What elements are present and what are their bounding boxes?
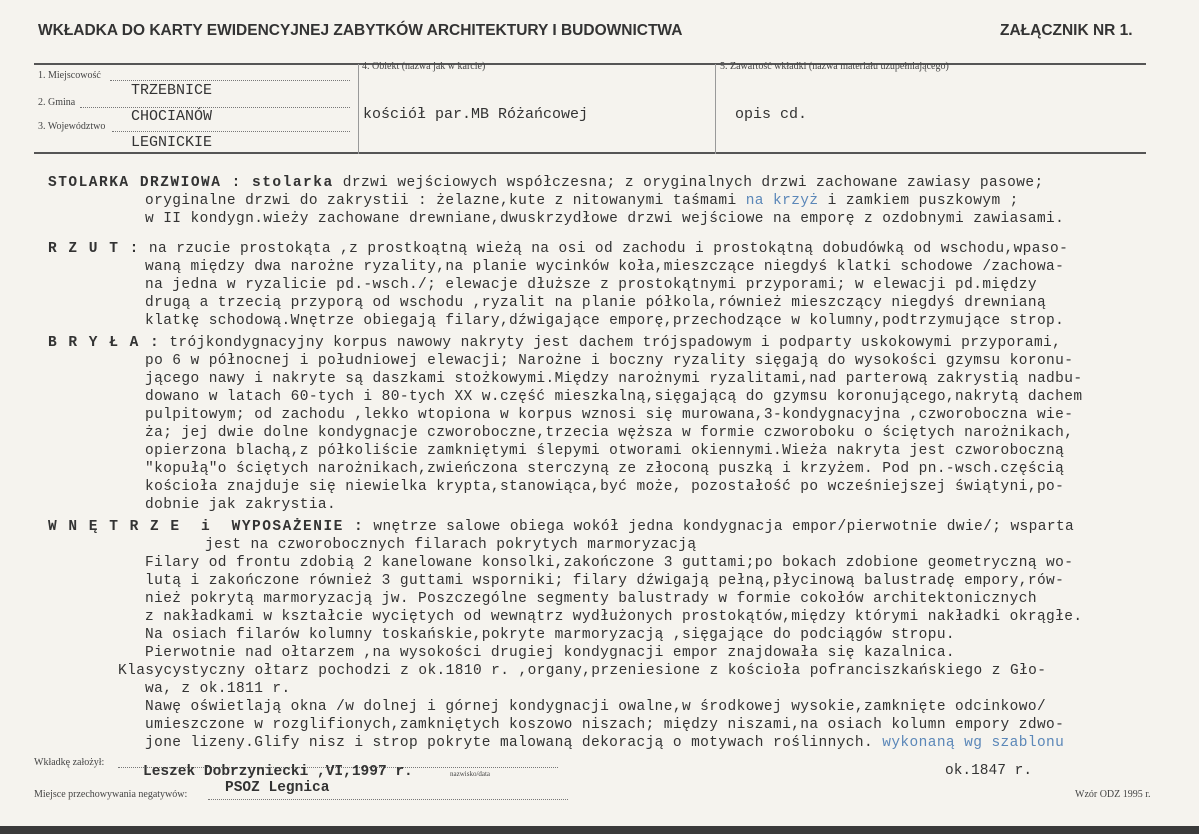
storage-label: Miejsce przechowywania negatywów: [34,789,188,800]
text-line: Nawę oświetlają okna /w dolnej i górnej kondygnacji owalne,w środkowej wysokie,zamknięte odcinkowo/ [145,699,1047,715]
text-line [0,334,1199,352]
text-line: kościoła znajduje się niewielka krypta,stanowiąca,być może, pozostałość po wcześniejszej świątyni,po- [145,479,1065,495]
text-line [0,734,1199,752]
place-label: 1. Miejscowość [38,70,101,81]
text-line: z nakładkami w kształcie wyciętych od wewnątrz wydłużonych prostokątów,między którymi nakładki okrągłe. [145,609,1083,625]
scan-edge [0,826,1199,834]
line-text: i zamkiem puszkowym ; [818,193,1019,209]
voivodeship-value: LEGNICKIE [131,134,213,151]
section-heading: R Z U T : [48,241,140,257]
dotted-line [112,131,350,132]
line-text: jone lizeny.Glify nisz i strop pokryte malowaną dekoracją o motywach roślinnych. [145,735,874,751]
text-line: drugą a trzecią przyporą od wschodu ,ryzalit na planie półkola,również mieszczący niegdyś drewnianą [145,295,1047,311]
text-line: jest na czworobocznych filarach pokrytych marmoryzacją [205,537,697,553]
text-line: lutą i zakończone również 3 guttami wsporniki; filary dźwigają pełną,płycinową balustradę empory,rów- [145,573,1065,589]
text-line: na jedna w ryzalicie pd.-wsch./; elewacje dłuższe z prostokątnymi przyporami; w elewacji pd.między [145,277,1037,293]
dotted-line [208,799,568,800]
line-text: oryginalne drzwi do zakrystii : żelazne,kute z nitowanymi taśmami [145,193,737,209]
section-heading: B R Y Ł A : [48,335,161,351]
annotation-text: na krzyż [736,193,819,209]
commune-value: CHOCIANÓW [131,108,213,125]
text-line [0,240,1199,258]
line-text: trójkondygnacyjny korpus nawowy nakryty jest dachem trójspadowym i podparty uskokowymi przyporami, [160,335,1062,351]
text-line: wa, z ok.1811 r. [145,681,291,697]
text-line: umieszczone w rozglifionych,zamkniętych koszowo niszach; między niszami,na osiach kolumn empory zdwo- [145,717,1065,733]
date-note: ok.1847 r. [945,763,1033,779]
text-line: Pierwotnie nad ołtarzem ,na wysokości drugiej kondygnacji empor znajdowała się kazalnica. [145,645,956,661]
line-text: wnętrze salowe obiega wokół jedna kondygnacja empor/pierwotnie dwie/; wsparta [364,519,1075,535]
line-text: na rzucie prostokąta ,z prostkoątną wieżą na osi od zachodu i prostokątną dobudówką od wschodu,wpaso- [139,241,1069,257]
document-title: WKŁADKA DO KARTY EWIDENCYJNEJ ZABYTKÓW ARCHITEKTURY I BUDOWNICTWA [38,22,683,39]
divider [715,64,716,154]
object-value: kościół par.MB Różańcowej [363,106,589,123]
text-line: po 6 w północnej i południowej elewacji; Narożne i boczny ryzality sięgają do wysokości gzymsu koronu- [145,353,1074,369]
divider [358,64,359,154]
section-heading: W N Ę T R Z E i WYPOSAŻENIE : [48,519,365,535]
storage-value: PSOZ Legnica [225,780,330,796]
text-line: Klasycystyczny ołtarz pochodzi z ok.1810 r. ,organy,przeniesione z kościoła pofranciszkańskiego z Gło- [118,663,1047,679]
text-line: dowano w latach 60-tych i 80-tych XX w.część mieszkalną,sięgającą do gzymsu koronującego,nakrytą dachem [145,389,1083,405]
commune-label: 2. Gmina [38,97,76,108]
line-text: drzwi wejściowych współczesna; z oryginalnych drzwi zachowane zawiasy pasowe; [333,175,1044,191]
text-line: jącego nawy i nakryte są daszkami stożkowymi.Między narożnymi ryzalitami,nad parterową zakrystią nadbu- [145,371,1083,387]
voivodeship-label: 3. Województwo [38,121,106,132]
text-line: w II kondygn.wieży zachowane drewniane,dwuskrzydłowe drzwi wejściowe na emporę z ozdobnymi zawiasami. [145,211,1065,227]
text-line: opierzona blachą,z półkoliście zamkniętymi ślepymi otworami okiennymi.Wieża nakryta jest czworoboczną [145,443,1065,459]
author-value: Leszek Dobrzyniecki ,VI,1997 r. [143,764,413,780]
author-label: Wkładkę założył: [34,757,105,768]
text-line: Filary od frontu zdobią 2 kanelowane konsolki,zakończone 3 guttami;po bokach zdobione geometryczną wo- [145,555,1074,571]
section-stolarka [0,174,1199,228]
text-line: "kopułą"o ściętych narożnikach,zwieńczona sterczyną ze złoconą puszką i krzyżem. Pod pn.-wsch.częścią [145,461,1065,477]
text-line [0,518,1199,536]
place-value: TRZEBNICE [131,82,213,99]
text-line: nież pokrytą marmoryzacją jw. Poszczególne segmenty balustrady w formie cokołów architektonicznych [145,591,1037,607]
section-wnetrze [0,518,1199,752]
description-body [0,174,1199,756]
content-label: 5. Zawartość wkładki (nazwa materiału uzupełniającego) [720,61,949,72]
text-line [0,174,1199,192]
text-line: ża; jej dwie dolne kondygnacje czworoboczne,trzecia węższa w formie czworoboku o ściętych narożnikach, [145,425,1074,441]
content-value: opis cd. [735,106,808,123]
text-line [0,192,1199,210]
section-bryla [0,334,1199,514]
text-line: klatkę schodową.Wnętrze obiegają filary,dźwigające emporę,przechodzące w kolumny,podtrzymujące strop. [145,313,1065,329]
template-version: Wzór ODZ 1995 r. [1075,789,1151,800]
text-line: waną między dwa narożne ryzality,na planie wycinków koła,mieszczące niegdyś klatki schodowe /zachowa- [145,259,1065,275]
section-heading: STOLARKA DRZWIOWA : stolarka [48,175,334,191]
text-line: dobnie jak zakrystia. [145,497,337,513]
top-rule [34,63,1146,65]
annotation-text: wykonaną wg szablonu [873,735,1065,751]
bottom-rule [34,152,1146,154]
annex-number: ZAŁĄCZNIK NR 1. [1000,22,1133,39]
author-hint: nazwisko/data [450,770,491,778]
dotted-line [80,107,350,108]
text-line: Na osiach filarów kolumny toskańskie,pokryte marmoryzacją ,sięgające do podciągów stropu. [145,627,956,643]
dotted-line [110,80,350,81]
text-line: pulpitowym; od zachodu ,lekko wtopiona w korpus wznosi się murowana,3-kondygnacyjna ,czworoboczna wie- [145,407,1074,423]
object-label: 4. Obiekt (nazwa jak w karcie) [362,61,486,72]
section-rzut [0,240,1199,330]
